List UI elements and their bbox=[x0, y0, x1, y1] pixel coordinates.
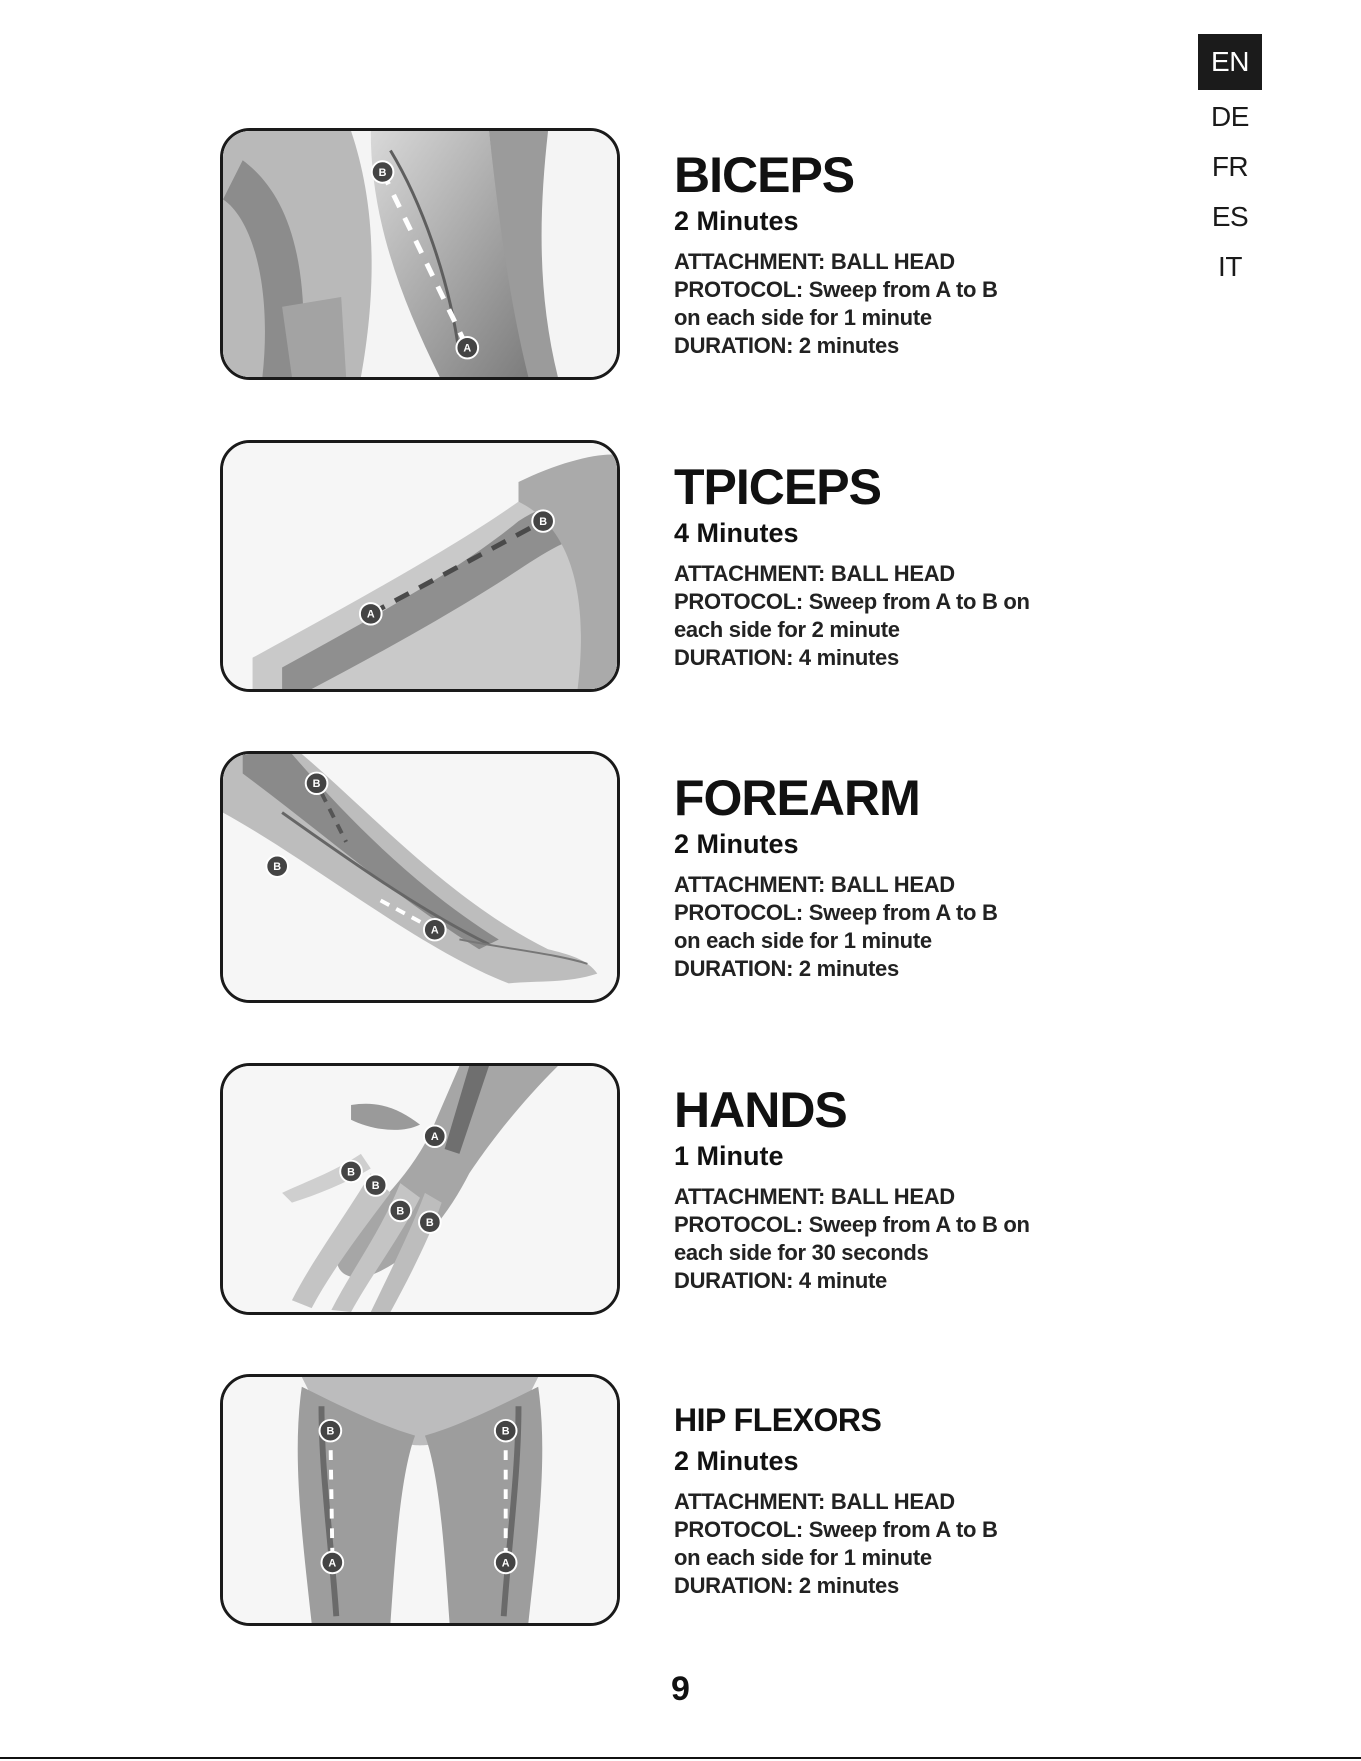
forearm-text bbox=[674, 771, 1094, 983]
svg-text:A: A bbox=[430, 924, 439, 937]
section-duration-heading: 2 Minutes bbox=[674, 1446, 799, 1476]
section-hip-flexors bbox=[0, 1374, 1361, 1634]
svg-text:B: B bbox=[539, 516, 548, 528]
svg-text:A: A bbox=[366, 608, 375, 621]
marker-a bbox=[322, 1552, 344, 1573]
forearm-illustration bbox=[220, 751, 620, 1003]
duration-text: DURATION: 2 minutes bbox=[674, 1573, 899, 1598]
protocol-line-1: PROTOCOL: Sweep from A to B bbox=[674, 277, 998, 302]
marker-b bbox=[495, 1420, 517, 1441]
section-duration-heading: 4 Minutes bbox=[674, 518, 799, 548]
marker-b bbox=[419, 1211, 441, 1232]
biceps-text bbox=[674, 148, 1094, 360]
marker-a bbox=[424, 1126, 446, 1147]
lang-es[interactable]: ES bbox=[1211, 201, 1249, 232]
hands-text bbox=[674, 1083, 1094, 1295]
lang-en[interactable]: EN bbox=[1198, 34, 1262, 90]
page-number: 9 bbox=[671, 1670, 690, 1708]
hands-illustration bbox=[220, 1063, 620, 1315]
lang-fr[interactable]: FR bbox=[1211, 151, 1249, 182]
protocol-line-2: on each side for 1 minute bbox=[674, 928, 932, 953]
svg-text:B: B bbox=[312, 778, 321, 791]
protocol-line-1: PROTOCOL: Sweep from A to B on bbox=[674, 589, 1030, 614]
protocol-line-2: each side for 2 minute bbox=[674, 617, 900, 642]
svg-text:B: B bbox=[347, 1166, 355, 1179]
section-title: BICEPS bbox=[674, 147, 855, 203]
svg-text:A: A bbox=[463, 342, 472, 355]
svg-text:B: B bbox=[371, 1180, 380, 1192]
svg-text:B: B bbox=[273, 861, 282, 874]
duration-text: DURATION: 2 minutes bbox=[674, 956, 899, 981]
svg-text:B: B bbox=[396, 1205, 405, 1218]
attachment-text: ATTACHMENT: BALL HEAD bbox=[674, 561, 955, 586]
duration-text: DURATION: 4 minutes bbox=[674, 645, 899, 670]
marker-b bbox=[389, 1200, 411, 1221]
triceps-illustration bbox=[220, 440, 620, 692]
marker-a bbox=[495, 1552, 517, 1573]
protocol-line-2: each side for 30 seconds bbox=[674, 1240, 929, 1265]
marker-a bbox=[424, 919, 446, 940]
marker-b bbox=[340, 1161, 362, 1182]
marker-a bbox=[360, 603, 382, 624]
hip-flexors-text bbox=[674, 1400, 1094, 1600]
attachment-text: ATTACHMENT: BALL HEAD bbox=[674, 249, 955, 274]
marker-b bbox=[372, 161, 394, 182]
marker-b bbox=[306, 773, 328, 794]
section-duration-heading: 1 Minute bbox=[674, 1141, 784, 1171]
section-hands bbox=[0, 1063, 1361, 1323]
protocol-line-1: PROTOCOL: Sweep from A to B bbox=[674, 1517, 998, 1542]
section-forearm bbox=[0, 751, 1361, 1011]
section-biceps bbox=[0, 128, 1361, 388]
hip-flexors-illustration bbox=[220, 1374, 620, 1626]
lang-it[interactable]: IT bbox=[1218, 251, 1242, 282]
svg-text:B: B bbox=[501, 1425, 510, 1438]
marker-b bbox=[320, 1420, 342, 1441]
bottom-rule bbox=[0, 1757, 1361, 1759]
svg-text:B: B bbox=[425, 1217, 434, 1230]
marker-a bbox=[456, 337, 478, 358]
attachment-text: ATTACHMENT: BALL HEAD bbox=[674, 1489, 955, 1514]
section-title: TPICEPS bbox=[674, 459, 881, 515]
section-duration-heading: 2 Minutes bbox=[674, 829, 799, 859]
section-triceps bbox=[0, 440, 1361, 700]
section-title: FOREARM bbox=[674, 770, 920, 826]
svg-text:B: B bbox=[326, 1425, 335, 1438]
section-title: HANDS bbox=[674, 1082, 847, 1138]
duration-text: DURATION: 2 minutes bbox=[674, 333, 899, 358]
attachment-text: ATTACHMENT: BALL HEAD bbox=[674, 1184, 955, 1209]
protocol-line-1: PROTOCOL: Sweep from A to B on bbox=[674, 1212, 1030, 1237]
duration-text: DURATION: 4 minute bbox=[674, 1268, 887, 1293]
section-title: HIP FLEXORS bbox=[674, 1402, 882, 1438]
marker-b bbox=[532, 510, 554, 531]
triceps-text bbox=[674, 460, 1094, 672]
protocol-line-2: on each side for 1 minute bbox=[674, 305, 932, 330]
attachment-text: ATTACHMENT: BALL HEAD bbox=[674, 872, 955, 897]
section-duration-heading: 2 Minutes bbox=[674, 206, 799, 236]
svg-text:A: A bbox=[328, 1557, 337, 1570]
lang-de[interactable]: DE bbox=[1211, 101, 1249, 132]
svg-text:A: A bbox=[501, 1557, 510, 1570]
svg-text:B: B bbox=[378, 166, 387, 179]
biceps-illustration bbox=[220, 128, 620, 380]
marker-b bbox=[365, 1174, 387, 1195]
svg-text:A: A bbox=[430, 1131, 439, 1144]
marker-b bbox=[266, 856, 288, 877]
protocol-line-2: on each side for 1 minute bbox=[674, 1545, 932, 1570]
protocol-line-1: PROTOCOL: Sweep from A to B bbox=[674, 900, 998, 925]
